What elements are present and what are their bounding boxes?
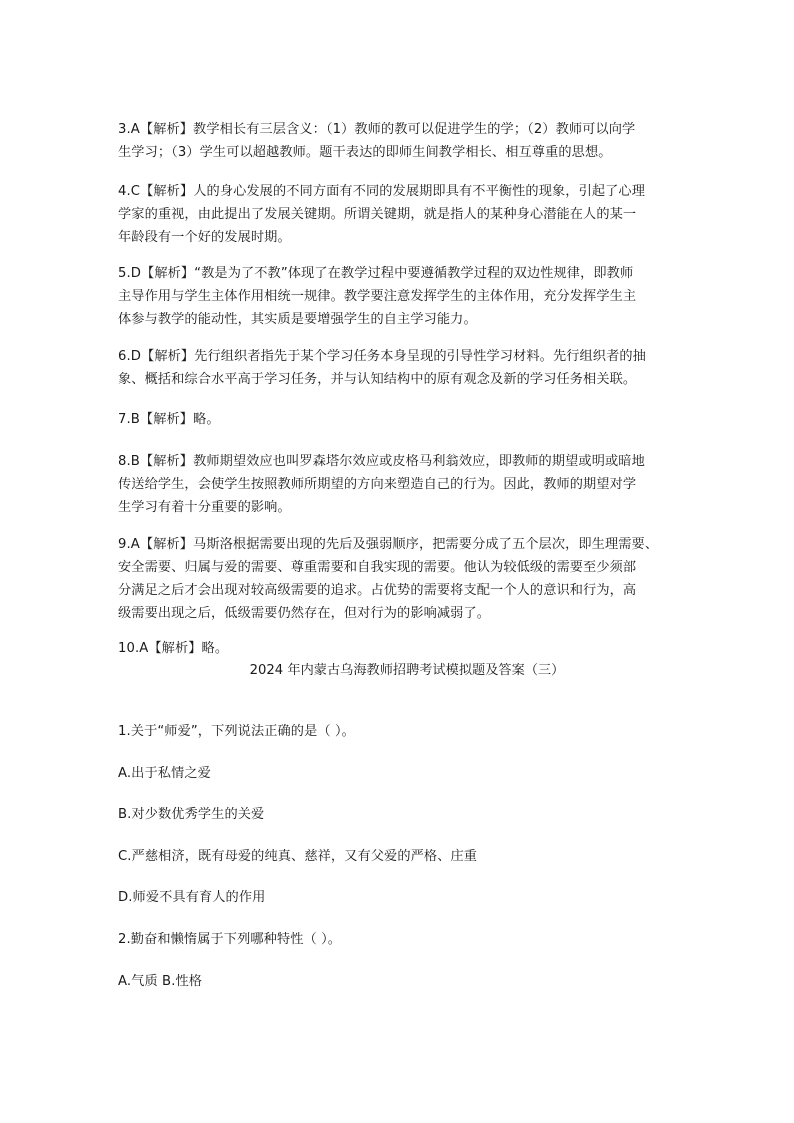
answer-9-line-3: 分满足之后才会出现对较高级需要的追求。占优势的需要将支配一个人的意识和行为，高	[118, 583, 637, 598]
answer-8	[118, 450, 678, 519]
answer-4-line-3: 年龄段有一个好的发展时期。	[118, 230, 291, 245]
question-1-option-d	[118, 886, 678, 909]
option-d-text: D.师爱不具有育人的作用	[118, 890, 266, 905]
option-c-text: C.严慈相济，既有母爱的纯真、慈祥，又有父爱的严格、庄重	[118, 849, 478, 864]
section-title: 2024 年内蒙古乌海教师招聘考试模拟题及答案（三）	[249, 663, 565, 678]
answer-4-line-1: 4.C【解析】人的身心发展的不同方面有不同的发展期即具有不平衡性的现象，引起了心理	[118, 184, 646, 199]
question-1-option-a	[118, 762, 678, 785]
question-2-options	[118, 970, 678, 993]
question-2-options-text: A.气质 B.性格	[118, 974, 203, 989]
answer-5-line-1: 5.D【解析】“教是为了不教”体现了在教学过程中要遵循教学过程的双边性规律，即教师	[118, 266, 634, 281]
answer-9-line-1: 9.A【解析】马斯洛根据需要出现的先后及强弱顺序，把需要分成了五个层次，即生理需要、	[118, 537, 659, 552]
answer-3-line-2: 生学习；（3）学生可以超越教师。题干表达的即师生间教学相长、相互尊重的思想。	[118, 145, 612, 160]
answer-9-line-4: 级需要出现之后，低级需要仍然存在，但对行为的影响减弱了。	[118, 606, 491, 621]
answer-9-line-2: 安全需要、归属与爱的需要、尊重需要和自我实现的需要。他认为较低级的需要至少须部	[118, 560, 637, 575]
question-2	[118, 928, 678, 951]
question-1-option-c	[118, 845, 678, 868]
answer-7-line-1: 7.B【解析】略。	[118, 412, 220, 427]
answer-8-line-2: 传送给学生，会使学生按照教师所期望的方向来塑造自己的行为。因此，教师的期望对学	[118, 477, 637, 492]
answer-6-line-1: 6.D【解析】先行组织者指先于某个学习任务本身呈现的引导性学习材料。先行组织者的抽	[118, 349, 646, 364]
answer-7	[118, 408, 678, 431]
answer-6	[118, 345, 678, 391]
answer-4-line-2: 学家的重视，由此提出了发展关键期。所谓关键期，就是指人的某种身心潜能在人的某一	[118, 207, 637, 222]
answer-4	[118, 180, 678, 249]
question-1	[118, 720, 678, 743]
answer-5	[118, 262, 678, 331]
option-a-text: A.出于私情之爱	[118, 766, 211, 781]
answer-10-line-1: 10.A【解析】略。	[118, 641, 229, 656]
answer-6-line-2: 象、概括和综合水平高于学习任务，并与认知结构中的原有观念及新的学习任务相关联。	[118, 372, 637, 387]
answer-5-line-2: 主导作用与学生主体作用相统一规律。教学要注意发挥学生的主体作用，充分发挥学生主	[118, 289, 637, 304]
answer-3	[118, 118, 678, 164]
answer-8-line-3: 生学习有着十分重要的影响。	[118, 500, 291, 515]
answer-9	[118, 533, 678, 625]
answer-5-line-3: 体参与教学的能动性，其实质是要增强学生的自主学习能力。	[118, 312, 477, 327]
option-b-text: B.对少数优秀学生的关爱	[118, 807, 265, 822]
answer-8-line-1: 8.B【解析】教师期望效应也叫罗森塔尔效应或皮格马利翁效应，即教师的期望或明或暗地	[118, 454, 645, 469]
question-1-option-b	[118, 803, 678, 826]
answer-10	[118, 637, 678, 660]
question-1-stem: 1.关于“师爱”，下列说法正确的是（ ）。	[118, 724, 355, 739]
answer-3-line-1: 3.A【解析】教学相长有三层含义：（1）教师的教可以促进学生的学；（2）教师可以向学	[118, 122, 636, 137]
question-2-stem: 2.勤奋和懒惰属于下列哪种特性（ ）。	[118, 932, 342, 947]
